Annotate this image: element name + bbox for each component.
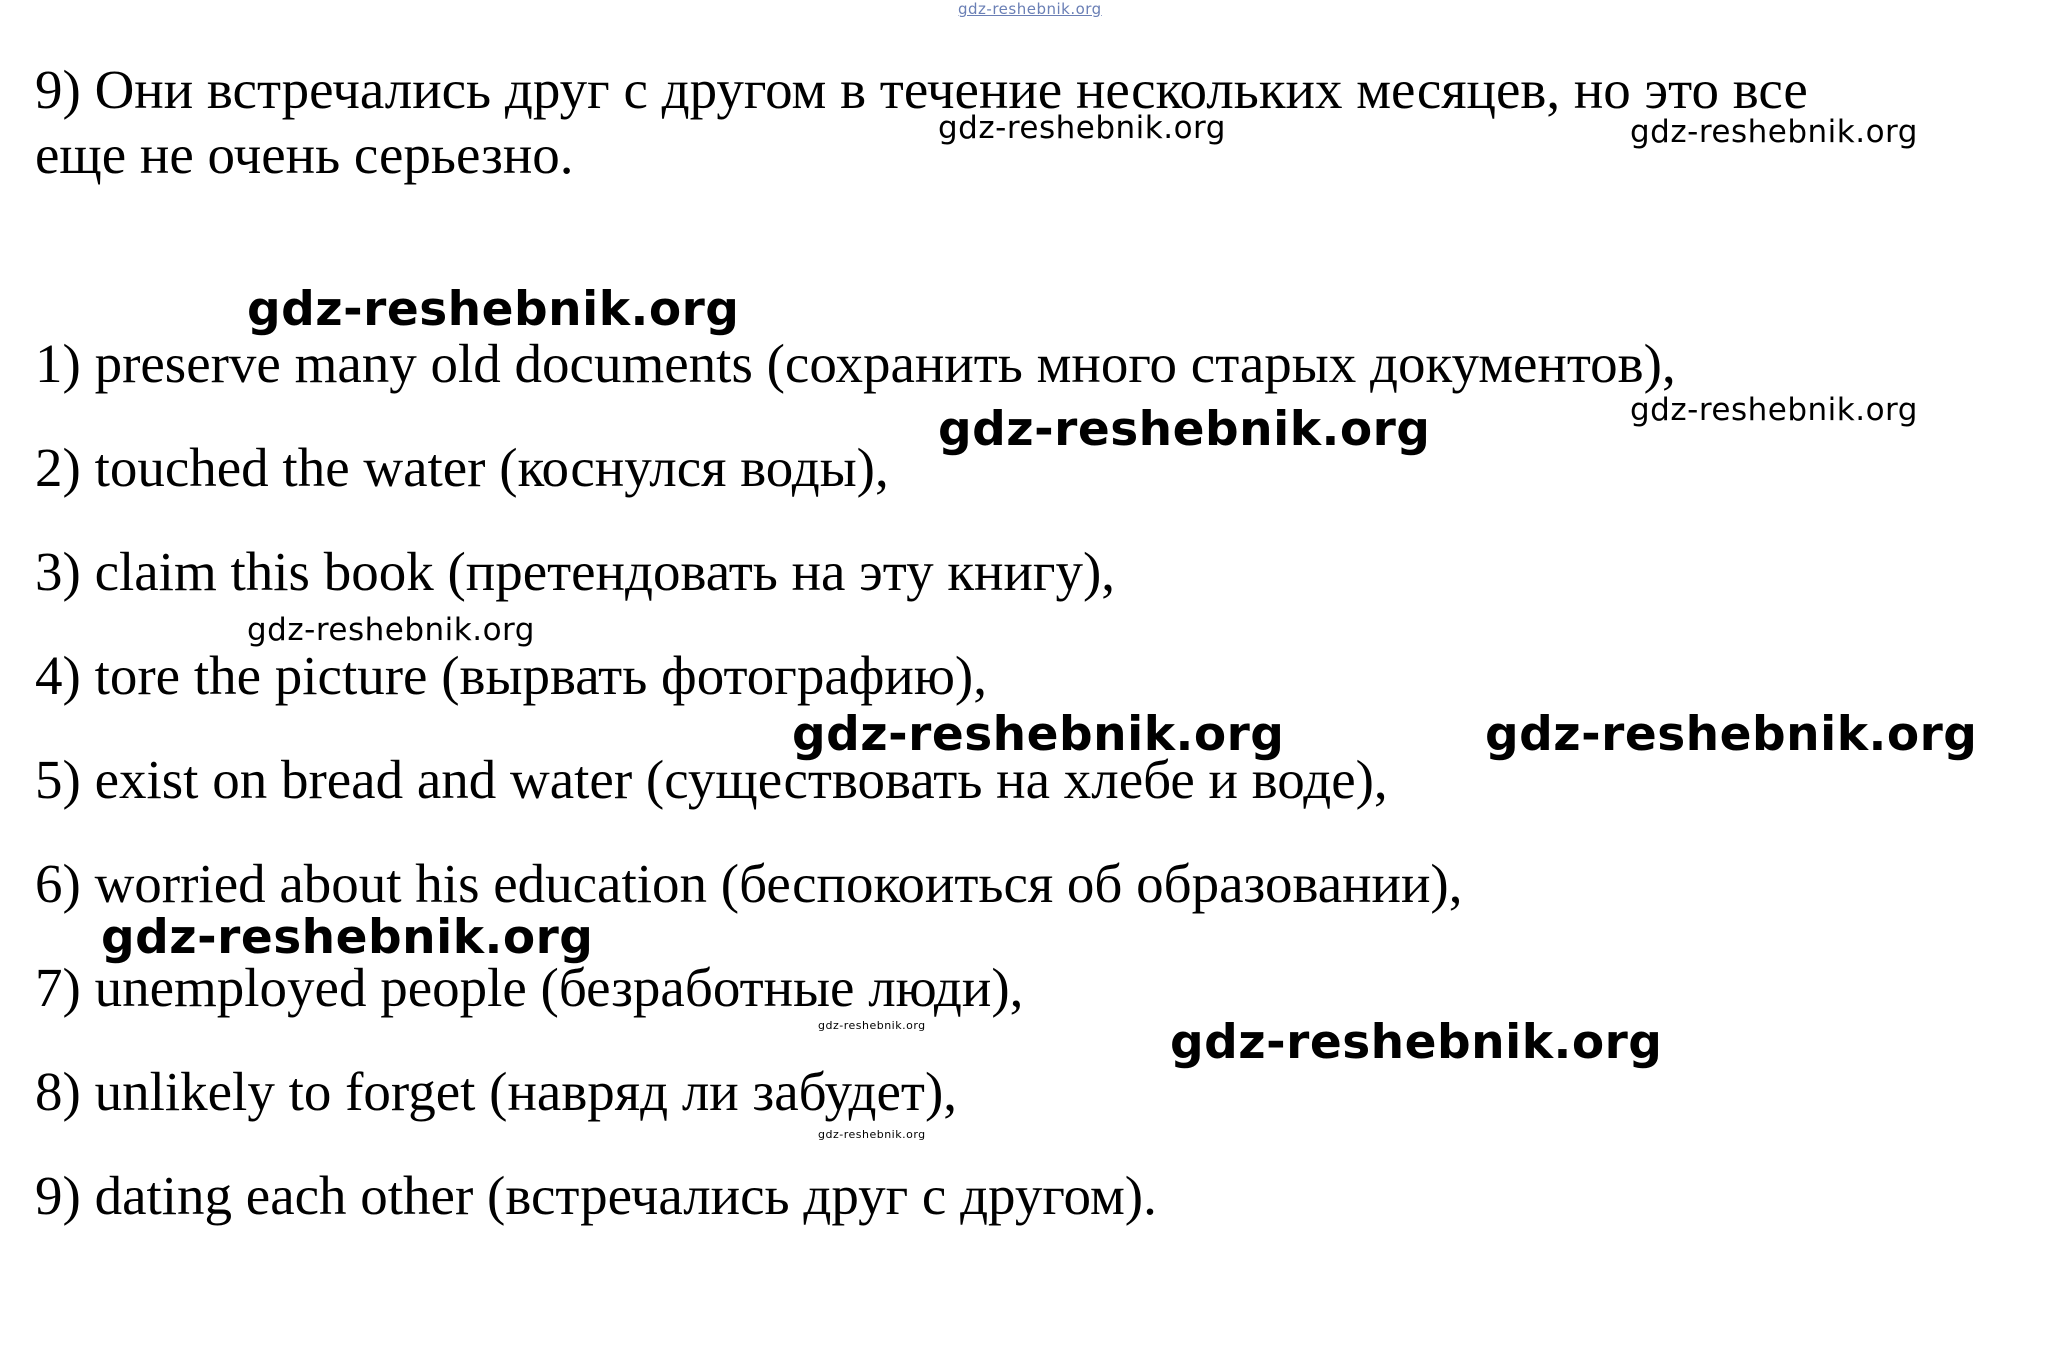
watermark: gdz-reshebnik.org xyxy=(247,282,740,337)
answer-item-1: 1) preserve many old documents (сохранить много старых документов), xyxy=(35,333,1676,394)
answer-item-7: 7) unemployed people (безработные люди), xyxy=(35,957,1024,1018)
watermark: gdz-reshebnik.org xyxy=(1485,707,1978,762)
answer-item-6: 6) worried about his education (беспокоиться об образовании), xyxy=(35,853,1463,914)
answer-item-3: 3) claim this book (претендовать на эту книгу), xyxy=(35,541,1116,602)
watermark: gdz-reshebnik.org xyxy=(247,612,535,648)
watermark: gdz-reshebnik.org xyxy=(938,402,1431,457)
answer-item-5: 5) exist on bread and water (существовать на хлебе и воде), xyxy=(35,749,1388,810)
watermark: gdz-reshebnik.org xyxy=(792,707,1285,762)
watermark: gdz-reshebnik.org xyxy=(1630,392,1918,428)
top-watermark-link[interactable]: gdz-reshebnik.org xyxy=(958,0,1102,18)
answer-item-2: 2) touched the water (коснулся воды), xyxy=(35,437,889,498)
answer-item-9: 9) dating each other (встречались друг с другом). xyxy=(35,1165,1157,1226)
answer-item-4: 4) tore the picture (вырвать фотографию), xyxy=(35,645,987,706)
watermark: gdz-reshebnik.org xyxy=(1170,1015,1663,1070)
answer-item-8: 8) unlikely to forget (навряд ли забудет), xyxy=(35,1061,958,1122)
watermark: gdz-reshebnik.org xyxy=(1630,114,1918,150)
watermark: gdz-reshebnik.org xyxy=(101,910,594,965)
watermark: gdz-reshebnik.org xyxy=(818,1019,926,1032)
watermark: gdz-reshebnik.org xyxy=(938,110,1226,146)
watermark: gdz-reshebnik.org xyxy=(818,1128,926,1141)
intro-line-1: 9) Они встречались друг с другом в течение нескольких месяцев, но это все xyxy=(35,59,1808,120)
intro-line-2: еще не очень серьезно. xyxy=(35,124,574,185)
